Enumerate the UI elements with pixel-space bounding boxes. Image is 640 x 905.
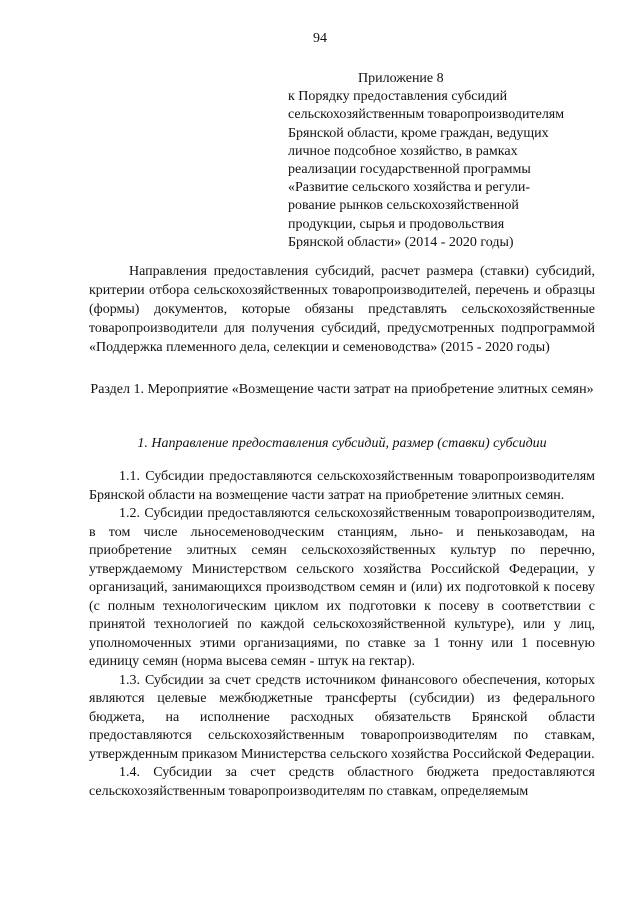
- page-number: 94: [313, 31, 327, 46]
- paragraph: 1.1. Субсидии предоставляются сельскохозяйственным товаропроизводителям Брянской области на возмещение части затрат на приобретение элитных семян.: [89, 469, 595, 503]
- section-title: Раздел 1. Мероприятие «Возмещение части затрат на приобретение элитных семян»: [90, 382, 594, 397]
- appendix-line: сельскохозяйственным товаропроизводителям: [288, 107, 565, 123]
- appendix-line: реализации государственной программы: [288, 162, 531, 178]
- appendix-line: к Порядку предоставления субсидий: [288, 89, 508, 105]
- appendix-block: [288, 70, 598, 252]
- appendix-line: личное подсобное хозяйство, в рамках: [288, 143, 518, 159]
- subsection-title: 1. Направление предоставления субсидий, размер (ставки) субсидии: [137, 436, 547, 451]
- appendix-line: Брянской области, кроме граждан, ведущих: [288, 125, 549, 141]
- appendix-line: рование рынков сельскохозяйственной: [288, 198, 519, 214]
- paragraph: 1.3. Субсидии за счет средств источником финансового обеспечения, которых являются целевые межбюджетные трансферты (субсидии) из федерального бюджета, на исполнение расходных обязательств Брянской области предоставляются сельскохозяйственным товаропроизводителям по ставкам, утвержденным приказом Министерства сельского хозяйства Российской Федерации.: [89, 672, 595, 762]
- paragraph: 1.4. Субсидии за счет средств областного бюджета предоставляются сельскохозяйственным товаропроизводителям по ставкам, определяемым: [89, 765, 595, 799]
- appendix-line: «Развитие сельского хозяйства и регули-: [288, 180, 530, 196]
- appendix-line: Брянской области» (2014 - 2020 годы): [288, 234, 514, 250]
- appendix-title: Приложение 8: [358, 71, 444, 86]
- paragraph: 1.2. Субсидии предоставляются сельскохозяйственным товаропроизводителям, в том числе льносеменоводческим станциям, льно- и пенькозаводам, на приобретение элитных семян сельскохозяйственных культур по перечню, утверждаемому Министерством сельского хозяйства Российской Федерации, у организаций, занимающихся производством семян и (или) их подготовкой к посеву (с полным технологическим циклом их подготовки к посеву в соответствии с принятой технологией по каждой сельскохозяйственной культуре), или у лиц, уполномоченных этими организациями, по ставке за 1 тонну или 1 посевную единицу семян (норма высева семян - штук на гектар).: [89, 506, 595, 669]
- body-text: [89, 468, 595, 801]
- appendix-line: продукции, сырья и продовольствия: [288, 216, 505, 232]
- document-heading: Направления предоставления субсидий, расчет размера (ставки) субсидий, критерии отбора сельскохозяйственных товаропроизводителей, перечень и образцы (формы) документов, которые обязаны представлять сельскохозяйственные товаропроизводители для получения субсидий, предусмотренных подпрограммой «Поддержка племенного дела, селекции и семеноводства» (2015 - 2020 годы): [89, 264, 595, 355]
